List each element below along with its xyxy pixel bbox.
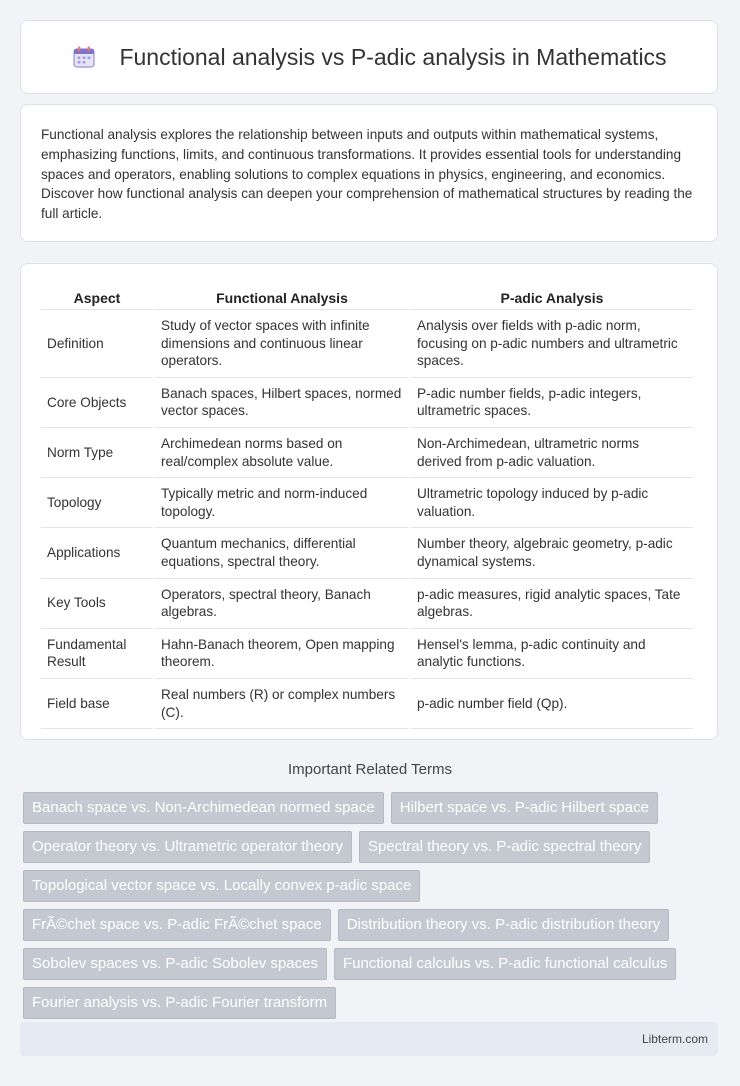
related-term-link[interactable]: Spectral theory vs. P-adic spectral theory bbox=[359, 831, 650, 863]
cell-aspect: Fundamental Result bbox=[41, 629, 153, 679]
table-row bbox=[41, 528, 693, 578]
cell-functional: Banach spaces, Hilbert spaces, normed vector spaces. bbox=[155, 378, 409, 428]
table-row bbox=[41, 629, 693, 679]
cell-aspect: Applications bbox=[41, 528, 153, 578]
comparison-table bbox=[39, 284, 695, 729]
cell-p-adic: P-adic number fields, p-adic integers, ultrametric spaces. bbox=[411, 378, 693, 428]
related-term-link[interactable]: Fourier analysis vs. P-adic Fourier transform bbox=[23, 987, 336, 1019]
cell-aspect: Field base bbox=[41, 679, 153, 729]
intro-text: Functional analysis explores the relationship between inputs and outputs within mathematical systems, emphasizing functions, limits, and continuous transformations. It provides essential tools for understanding spaces and operators, enabling solutions to complex equations in physics, engineering, and economics. Discover how functional analysis can deepen your comprehension of mathematical structures by reading the full article. bbox=[41, 127, 693, 222]
cell-p-adic: p-adic number field (Qp). bbox=[411, 679, 693, 729]
header-aspect: Aspect bbox=[41, 284, 153, 310]
header-functional-analysis: Functional Analysis bbox=[155, 284, 409, 310]
calendar-icon bbox=[71, 44, 97, 70]
related-term-link[interactable]: Hilbert space vs. P-adic Hilbert space bbox=[391, 792, 658, 824]
cell-p-adic: Ultrametric topology induced by p-adic valuation. bbox=[411, 478, 693, 528]
cell-functional: Study of vector spaces with infinite dimensions and continuous linear operators. bbox=[155, 310, 409, 378]
cell-p-adic: Number theory, algebraic geometry, p-adic dynamical systems. bbox=[411, 528, 693, 578]
cell-functional: Operators, spectral theory, Banach algebras. bbox=[155, 579, 409, 629]
related-term-link[interactable]: Functional calculus vs. P-adic functional calculus bbox=[334, 948, 676, 980]
table-header-row bbox=[41, 284, 693, 310]
cell-aspect: Key Tools bbox=[41, 579, 153, 629]
related-terms-list bbox=[23, 792, 723, 1026]
header bbox=[71, 44, 666, 71]
page-title: Functional analysis vs P-adic analysis in Mathematics bbox=[119, 43, 667, 70]
table-row bbox=[41, 428, 693, 478]
table-row bbox=[41, 679, 693, 729]
table-row bbox=[41, 310, 693, 378]
related-term-link[interactable]: Sobolev spaces vs. P-adic Sobolev spaces bbox=[23, 948, 327, 980]
cell-aspect: Core Objects bbox=[41, 378, 153, 428]
header-p-adic-analysis: P-adic Analysis bbox=[411, 284, 693, 310]
related-term-link[interactable]: Banach space vs. Non-Archimedean normed space bbox=[23, 792, 384, 824]
cell-functional: Typically metric and norm-induced topology. bbox=[155, 478, 409, 528]
table-row bbox=[41, 478, 693, 528]
header-card bbox=[20, 20, 718, 94]
cell-aspect: Definition bbox=[41, 310, 153, 378]
cell-functional: Archimedean norms based on real/complex absolute value. bbox=[155, 428, 409, 478]
cell-aspect: Topology bbox=[41, 478, 153, 528]
footer-site-link[interactable]: Libterm.com bbox=[641, 1032, 708, 1046]
table-row bbox=[41, 378, 693, 428]
cell-functional: Hahn-Banach theorem, Open mapping theorem. bbox=[155, 629, 409, 679]
cell-p-adic: Non-Archimedean, ultrametric norms derived from p-adic valuation. bbox=[411, 428, 693, 478]
related-term-link[interactable]: Operator theory vs. Ultrametric operator theory bbox=[23, 831, 352, 863]
cell-p-adic: Analysis over fields with p-adic norm, focusing on p-adic numbers and ultrametric spaces. bbox=[411, 310, 693, 378]
intro-card bbox=[20, 104, 718, 242]
comparison-card bbox=[20, 263, 718, 740]
related-term-link[interactable]: Distribution theory vs. P-adic distribution theory bbox=[338, 909, 669, 941]
related-term-link[interactable]: FrÃ©chet space vs. P-adic FrÃ©chet space bbox=[23, 909, 331, 941]
cell-aspect: Norm Type bbox=[41, 428, 153, 478]
cell-functional: Quantum mechanics, differential equations, spectral theory. bbox=[155, 528, 409, 578]
related-term-link[interactable]: Topological vector space vs. Locally convex p-adic space bbox=[23, 870, 420, 902]
table-row bbox=[41, 579, 693, 629]
cell-functional: Real numbers (R) or complex numbers (C). bbox=[155, 679, 409, 729]
cell-p-adic: p-adic measures, rigid analytic spaces, Tate algebras. bbox=[411, 579, 693, 629]
cell-p-adic: Hensel's lemma, p-adic continuity and analytic functions. bbox=[411, 629, 693, 679]
related-terms-title: Important Related Terms bbox=[288, 761, 452, 778]
footer bbox=[20, 1022, 718, 1056]
